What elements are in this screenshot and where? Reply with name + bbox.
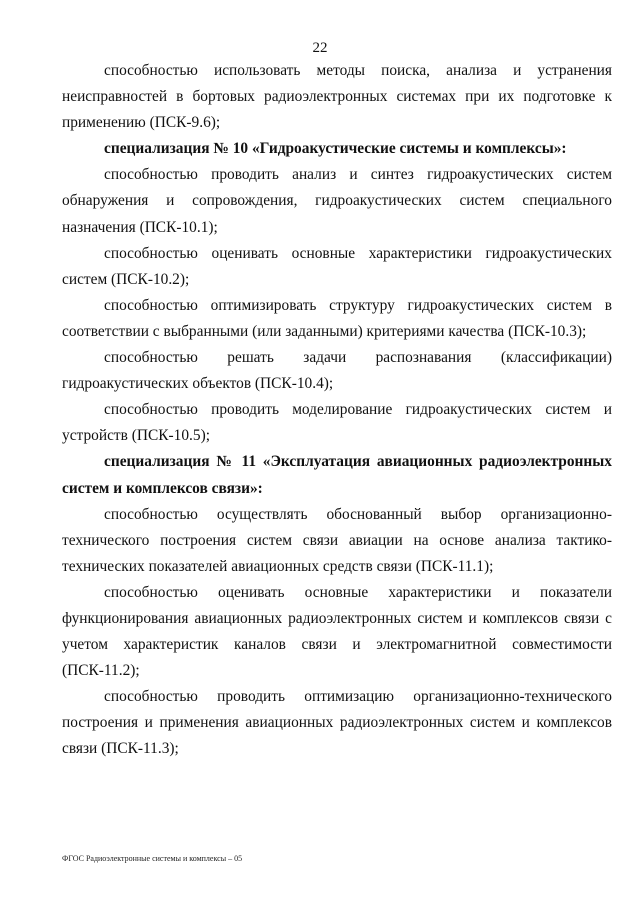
competency-paragraph: способностью использовать методы поиска, анализа и устранения неисправностей в бортовых радиоэлектронных системах при их подготовке к применению (ПСК-9.6); bbox=[62, 62, 612, 132]
competency-paragraph: способностью осуществлять обоснованный выбор организационно-технического построения систем связи авиации на основе анализа тактико-технических показателей авиационных средств связи (ПСК-11.1); bbox=[62, 505, 612, 575]
competency-paragraph: способностью оценивать основные характеристики гидроакустических систем (ПСК-10.2); bbox=[62, 244, 612, 288]
competency-paragraph: способностью проводить моделирование гидроакустических систем и устройств (ПСК-10.5); bbox=[62, 401, 612, 445]
competency-paragraph: способностью проводить анализ и синтез гидроакустических систем обнаружения и сопровождения, гидроакустических систем специального назначения (ПСК-10.1); bbox=[62, 166, 612, 236]
document-body bbox=[62, 58, 612, 763]
section-heading: специализация № 10 «Гидроакустические системы и комплексы»: bbox=[104, 140, 567, 158]
competency-paragraph: способностью проводить оптимизацию организационно-технического построения и применения авиационных радиоэлектронных систем и комплексов связи (ПСК-11.3); bbox=[62, 688, 612, 758]
competency-paragraph: способностью оценивать основные характеристики и показатели функционирования авиационных радиоэлектронных систем и комплексов связи с учетом характеристик каналов связи и электромагнитной совместимости (ПСК-11.2); bbox=[62, 583, 612, 680]
competency-paragraph: способностью оптимизировать структуру гидроакустических систем в соответствии с выбранными (или заданными) критериями качества (ПСК-10.3); bbox=[62, 296, 612, 340]
section-heading: специализация № 11 «Эксплуатация авиационных радиоэлектронных систем и комплексов связи»: bbox=[62, 453, 612, 497]
page-number: 22 bbox=[312, 40, 328, 56]
competency-paragraph: способностью решать задачи распознавания (классификации) гидроакустических объектов (ПСК-10.4); bbox=[62, 349, 612, 393]
page-footer: ФГОС Радиоэлектронные системы и комплексы – 05 bbox=[62, 854, 243, 863]
